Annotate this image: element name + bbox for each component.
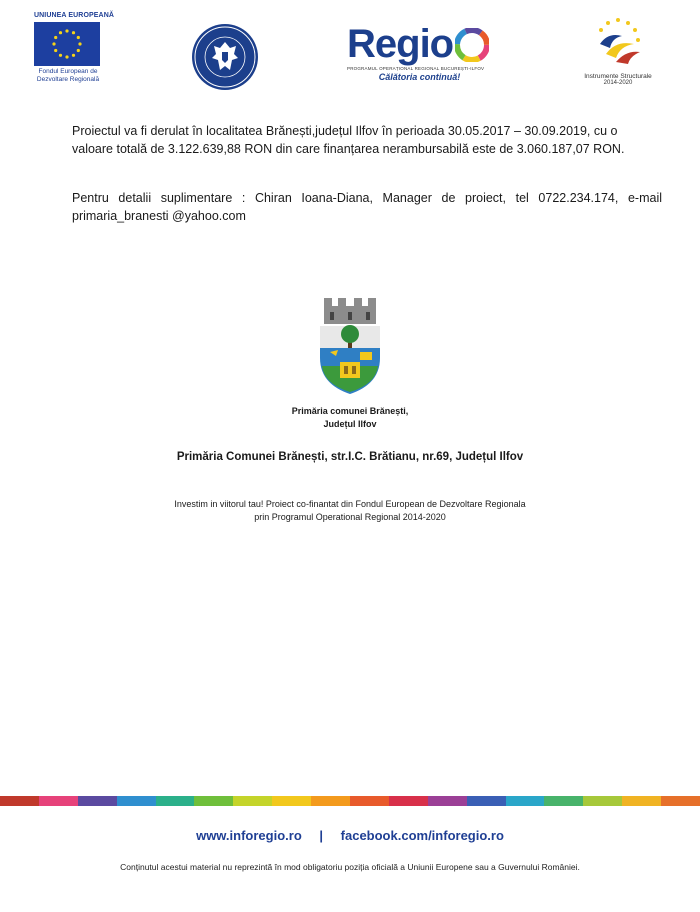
stripe-segment	[622, 796, 661, 806]
stripe-segment	[194, 796, 233, 806]
stripe-segment	[311, 796, 350, 806]
eu-star-icon	[52, 42, 55, 45]
project-paragraph-line1: Proiectul va fi derulat în localitatea Brănești,județul Ilfov în perioada 30.05.2017 – 30.09.2019, cu o	[72, 124, 618, 138]
stripe-segment	[544, 796, 583, 806]
regio-subtitle: PROGRAMUL OPERAȚIONAL REGIONAL BUCUREȘTI-ILFOV	[347, 66, 485, 71]
eu-star-icon	[78, 42, 81, 45]
eu-star-icon	[77, 36, 80, 39]
eu-caption-line1: Fondul European de	[38, 68, 98, 75]
government-seal-icon	[190, 22, 260, 92]
contact-paragraph-line1: Pentru detalii suplimentare : Chiran Ioana-Diana, Manager de proiect, tel 0722.234.174, e-mail	[72, 191, 662, 205]
stripe-segment	[350, 796, 389, 806]
facebook-link[interactable]: facebook.com/inforegio.ro	[340, 828, 504, 843]
crest-caption-line1: Primăria comunei Brănești,	[291, 406, 409, 416]
eu-star-icon	[72, 54, 75, 57]
instrumente-structurale-icon	[588, 14, 648, 66]
eu-star-icon	[54, 36, 57, 39]
invest-line1: Investim in viitorul tau! Proiect co-finantat din Fondul European de Dezvoltare Regionala	[174, 499, 526, 509]
stripe-segment	[117, 796, 156, 806]
contact-paragraph-line2: primaria_branesti @yahoo.com	[72, 209, 246, 223]
regio-wheel-icon	[455, 28, 489, 62]
eu-star-icon	[59, 54, 62, 57]
stripe-segment	[428, 796, 467, 806]
eu-star-icon	[65, 29, 68, 32]
is-title: Instrumente Structurale	[584, 73, 652, 80]
footer-links	[0, 828, 700, 843]
stripe-segment	[233, 796, 272, 806]
eu-star-icon	[77, 49, 80, 52]
eu-caption-line2: Dezvoltare Regională	[36, 76, 100, 83]
eu-flag-icon	[34, 22, 100, 66]
eu-logo	[34, 12, 124, 84]
disclaimer: Conținutul acestui material nu reprezintă în mod obligatoriu poziția oficială a Uniunii Europene sau a Guvernului României.	[120, 862, 580, 872]
stripe-segment	[0, 796, 39, 806]
stripe-segment	[661, 796, 700, 806]
color-stripe	[0, 796, 700, 806]
eu-title: UNIUNEA EUROPEANĂ	[34, 12, 115, 19]
stripe-segment	[39, 796, 78, 806]
instrumente-structurale-logo	[578, 14, 658, 86]
stripe-segment	[78, 796, 117, 806]
stripe-segment	[467, 796, 506, 806]
address-line: Primăria Comunei Brănești, str.I.C. Brătianu, nr.69, Județul Ilfov	[176, 451, 524, 463]
eu-star-icon	[72, 31, 75, 34]
eu-caption	[28, 68, 108, 84]
crest-caption-line2: Județul Ilfov	[323, 419, 377, 429]
regio-logo	[347, 24, 492, 82]
stripe-segment	[272, 796, 311, 806]
stripe-segment	[389, 796, 428, 806]
eu-star-icon	[59, 31, 62, 34]
footer-separator: |	[319, 828, 324, 843]
eu-star-icon	[65, 55, 68, 58]
stripe-segment	[583, 796, 622, 806]
invest-line2: prin Programul Operational Regional 2014-2020	[254, 512, 446, 522]
eu-star-icon	[54, 49, 57, 52]
stripe-segment	[506, 796, 545, 806]
project-paragraph-line2: valoare totală de 3.122.639,88 RON din care finanțarea nerambursabilă este de 3.060.187,07 RON.	[72, 142, 625, 156]
stripe-segment	[156, 796, 195, 806]
inforegio-link[interactable]: www.inforegio.ro	[196, 828, 302, 843]
regio-word: Regio	[347, 22, 454, 66]
regio-tagline: Călătoria continuă!	[378, 72, 461, 82]
is-years: 2014-2020	[603, 80, 633, 86]
branesti-coat-of-arms-icon	[308, 296, 392, 398]
